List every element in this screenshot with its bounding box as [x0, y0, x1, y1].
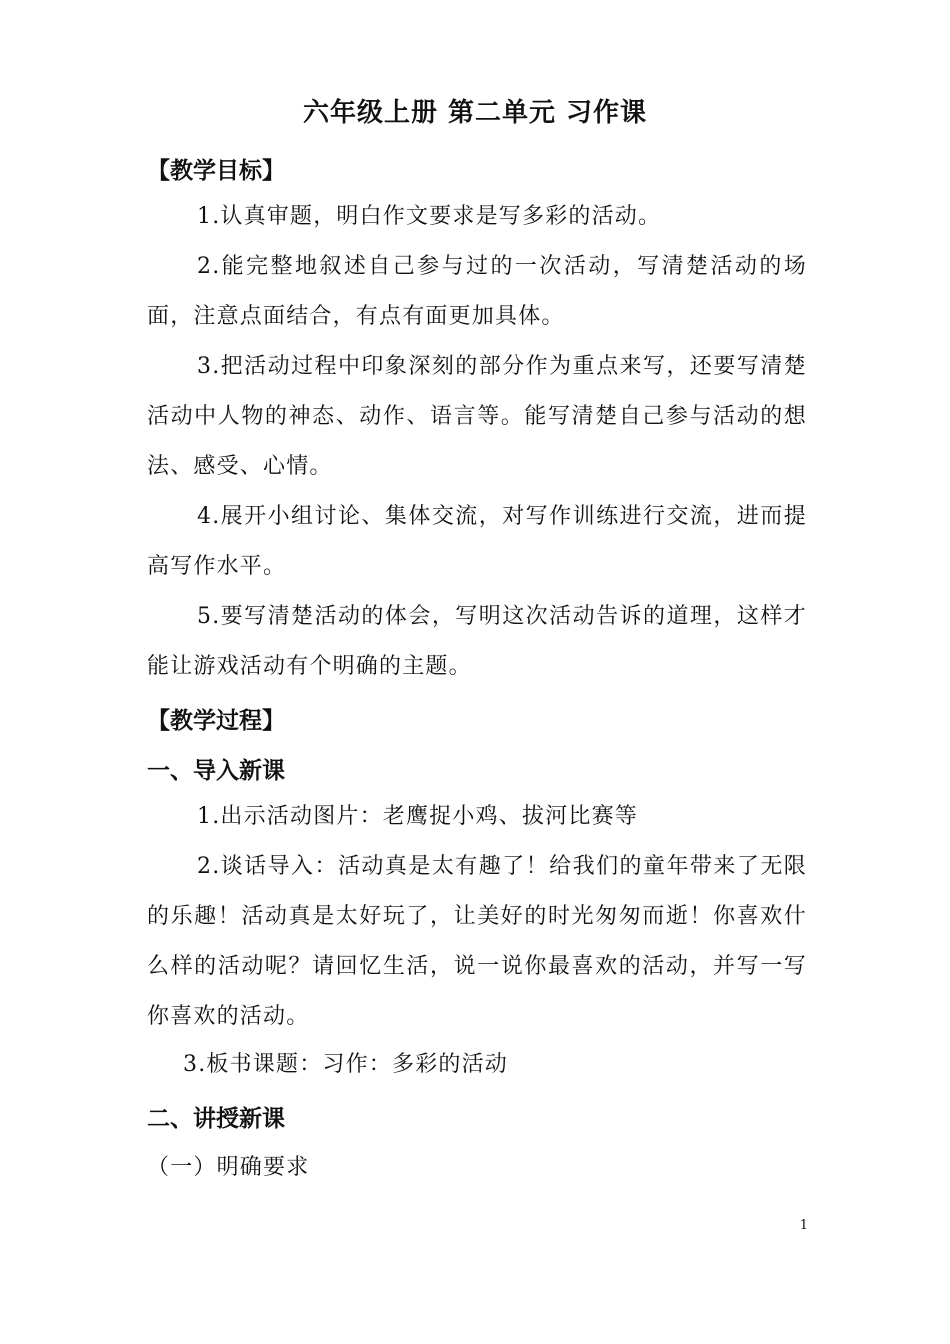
part1-item-3: [147, 1040, 807, 1090]
part2-heading: 二、讲授新课: [147, 1106, 285, 1132]
page-number: 1: [799, 1218, 808, 1233]
part1-text: 1.出示活动图片：老鹰捉小鸡、拔河比赛等: [197, 804, 638, 829]
objective-text: 4.展开小组讨论、集体交流，对写作训练进行交流，进而提高写作水平。: [147, 504, 807, 579]
objective-item-5: [147, 592, 807, 692]
objective-item-4: [147, 492, 807, 592]
objective-item-3: [147, 342, 807, 492]
part1-item-2: [147, 842, 807, 1042]
part2-subheading: （一）明确要求: [147, 1155, 310, 1180]
objectives-heading: 【教学目标】: [147, 158, 285, 184]
objective-text: 1.认真审题，明白作文要求是写多彩的活动。: [197, 204, 662, 229]
objective-text: 3.把活动过程中印象深刻的部分作为重点来写，还要写清楚活动中人物的神态、动作、语言等。能写清楚自己参与活动的想法、感受、心情。: [147, 354, 807, 479]
part1-text: 3.板书课题：习作：多彩的活动: [183, 1052, 508, 1077]
part1-heading: 一、导入新课: [147, 758, 285, 784]
objective-text: 5.要写清楚活动的体会，写明这次活动告诉的道理，这样才能让游戏活动有个明确的主题。: [147, 604, 807, 679]
process-heading: 【教学过程】: [147, 708, 285, 734]
objective-text: 2.能完整地叙述自己参与过的一次活动，写清楚活动的场面，注意点面结合，有点有面更加具体。: [147, 254, 807, 329]
part1-item-1: [147, 792, 807, 842]
objective-item-2: [147, 242, 807, 342]
document-title: 六年级上册 第二单元 习作课: [302, 98, 648, 128]
objective-item-1: [147, 192, 807, 242]
part1-text: 2.谈话导入：活动真是太有趣了！给我们的童年带来了无限的乐趣！活动真是太好玩了，让美好的时光匆匆而逝！你喜欢什么样的活动呢？请回忆生活，说一说你最喜欢的活动，并写一写你喜欢的活动。: [147, 854, 807, 1029]
